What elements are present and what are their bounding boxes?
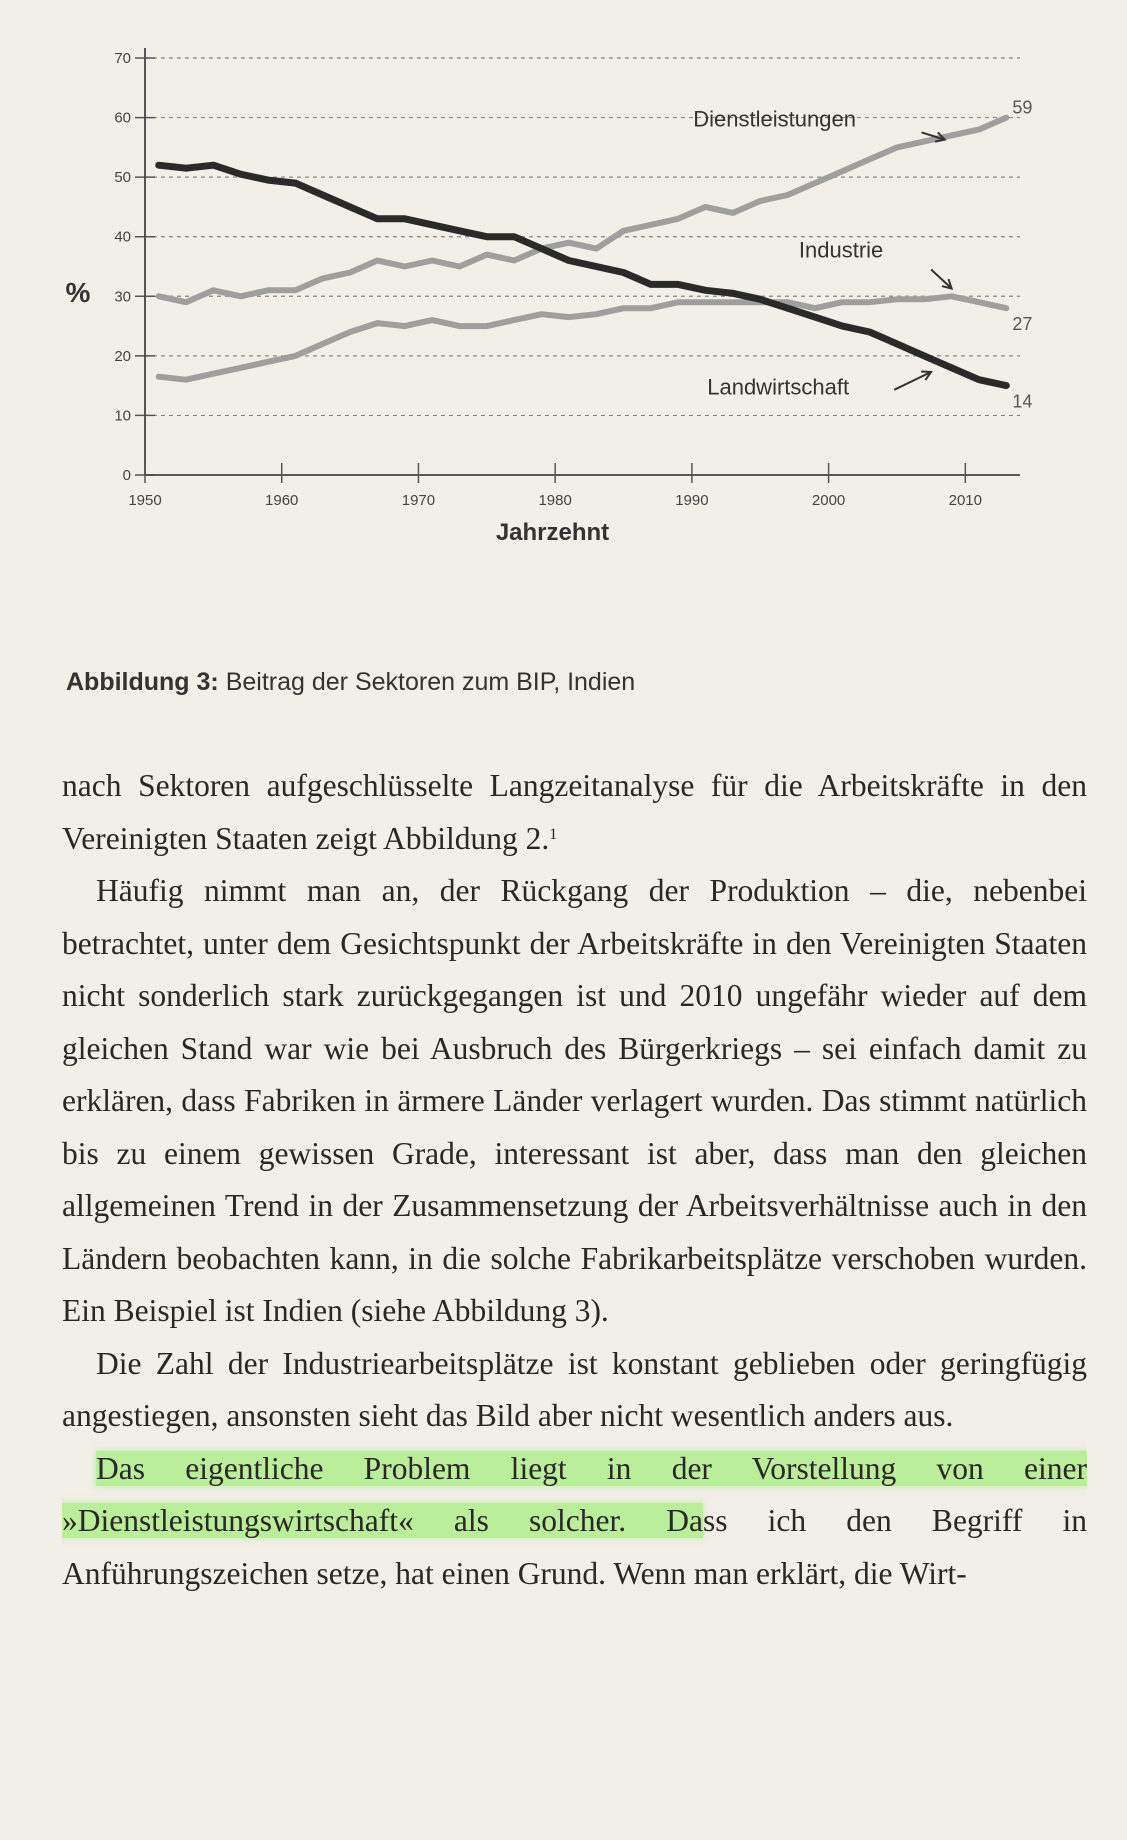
y-tick-label: 70 bbox=[114, 50, 131, 67]
y-tick-label: 50 bbox=[114, 169, 131, 187]
y-tick-label: 20 bbox=[114, 347, 131, 365]
axes bbox=[66, 48, 1020, 546]
end-value-landwirtschaft: 14 bbox=[1012, 391, 1033, 412]
caption-text: Beitrag der Sektoren zum BIP, Indien bbox=[225, 668, 636, 696]
body-text bbox=[62, 760, 1087, 1600]
x-tick-label: 2010 bbox=[948, 492, 982, 509]
y-tick-label: 30 bbox=[114, 288, 131, 306]
caption-label: Abbildung 3: bbox=[66, 668, 219, 696]
series-labels bbox=[693, 98, 1032, 412]
x-tick-label: 2000 bbox=[811, 492, 846, 509]
x-tick-label: 1960 bbox=[265, 492, 299, 509]
series-arrow bbox=[931, 269, 952, 288]
y-tick-label: 0 bbox=[122, 467, 131, 484]
series-line-dienstleistungen bbox=[159, 118, 1007, 303]
paragraph-1-text: nach Sektoren aufgeschlüsselte Langzeitanalyse für die Arbeitskräfte in den Vereinigten Staaten zeigt Abbildung 2. bbox=[62, 768, 1087, 856]
highlighted-text: Das eigentliche Problem liegt in der Vorstellung von einer »Dienstleistungswirtschaft« als solcher. Da bbox=[62, 1450, 1087, 1538]
x-tick-label: 1950 bbox=[128, 492, 162, 509]
paragraph-4 bbox=[62, 1443, 1087, 1601]
paragraph-4-text: ss ich den Begriff in Anführungszeichen setze, hat einen Grund. Wenn man erklärt, die Wirt- bbox=[62, 1503, 1087, 1591]
gdp-sector-chart bbox=[40, 30, 1100, 680]
series-label-industrie: Industrie bbox=[798, 237, 884, 263]
series-line-landwirtschaft bbox=[159, 165, 1007, 385]
y-axis-title: % bbox=[65, 277, 91, 309]
chart-svg bbox=[40, 30, 1100, 680]
x-axis-title: Jahrzehnt bbox=[495, 519, 610, 546]
x-tick-label: 1980 bbox=[538, 492, 572, 509]
end-value-dienstleistungen: 59 bbox=[1012, 97, 1033, 118]
end-value-industrie: 27 bbox=[1012, 314, 1033, 335]
series-label-dienstleistungen: Dienstleistungen bbox=[693, 106, 856, 132]
x-tick-label: 1990 bbox=[675, 492, 709, 509]
footnote-marker: 1 bbox=[549, 825, 558, 843]
figure-caption bbox=[66, 668, 1066, 697]
series-arrow bbox=[894, 372, 931, 390]
y-tick-label: 10 bbox=[114, 407, 131, 425]
paragraph-2: Häufig nimmt man an, der Rückgang der Produktion – die, nebenbei betrachtet, unter dem Gesichtspunkt der Arbeitskräfte in den Vereinigten Staaten nicht sonderlich stark zurückgegangen ist und 2010 ungefähr wieder auf dem gleichen Stand war wie bei Ausbruch des Bürgerkriegs – sei einfach damit zu erklären, dass Fabriken in ärmere Länder verlagert wurden. Das stimmt natürlich bis zu einem gewissen Grade, interessant ist aber, dass man den gleichen allgemeinen Trend in der Zusammensetzung der Arbeitsverhältnisse auch in den Ländern beobachten kann, in die solche Fabrikarbeitsplätze verschoben wurden. Ein Beispiel ist Indien (siehe Abbildung 3). bbox=[62, 873, 1087, 1328]
y-tick-label: 60 bbox=[114, 109, 131, 127]
x-tick-label: 1970 bbox=[401, 492, 436, 509]
paragraph-3: Die Zahl der Industriearbeitsplätze ist konstant geblieben oder geringfügig angestiegen, ansonsten sieht das Bild aber nicht wesentlich anders aus. bbox=[62, 1345, 1087, 1433]
y-tick-label: 40 bbox=[114, 228, 131, 246]
paragraph-1 bbox=[62, 760, 1087, 865]
series-label-landwirtschaft: Landwirtschaft bbox=[707, 374, 850, 400]
